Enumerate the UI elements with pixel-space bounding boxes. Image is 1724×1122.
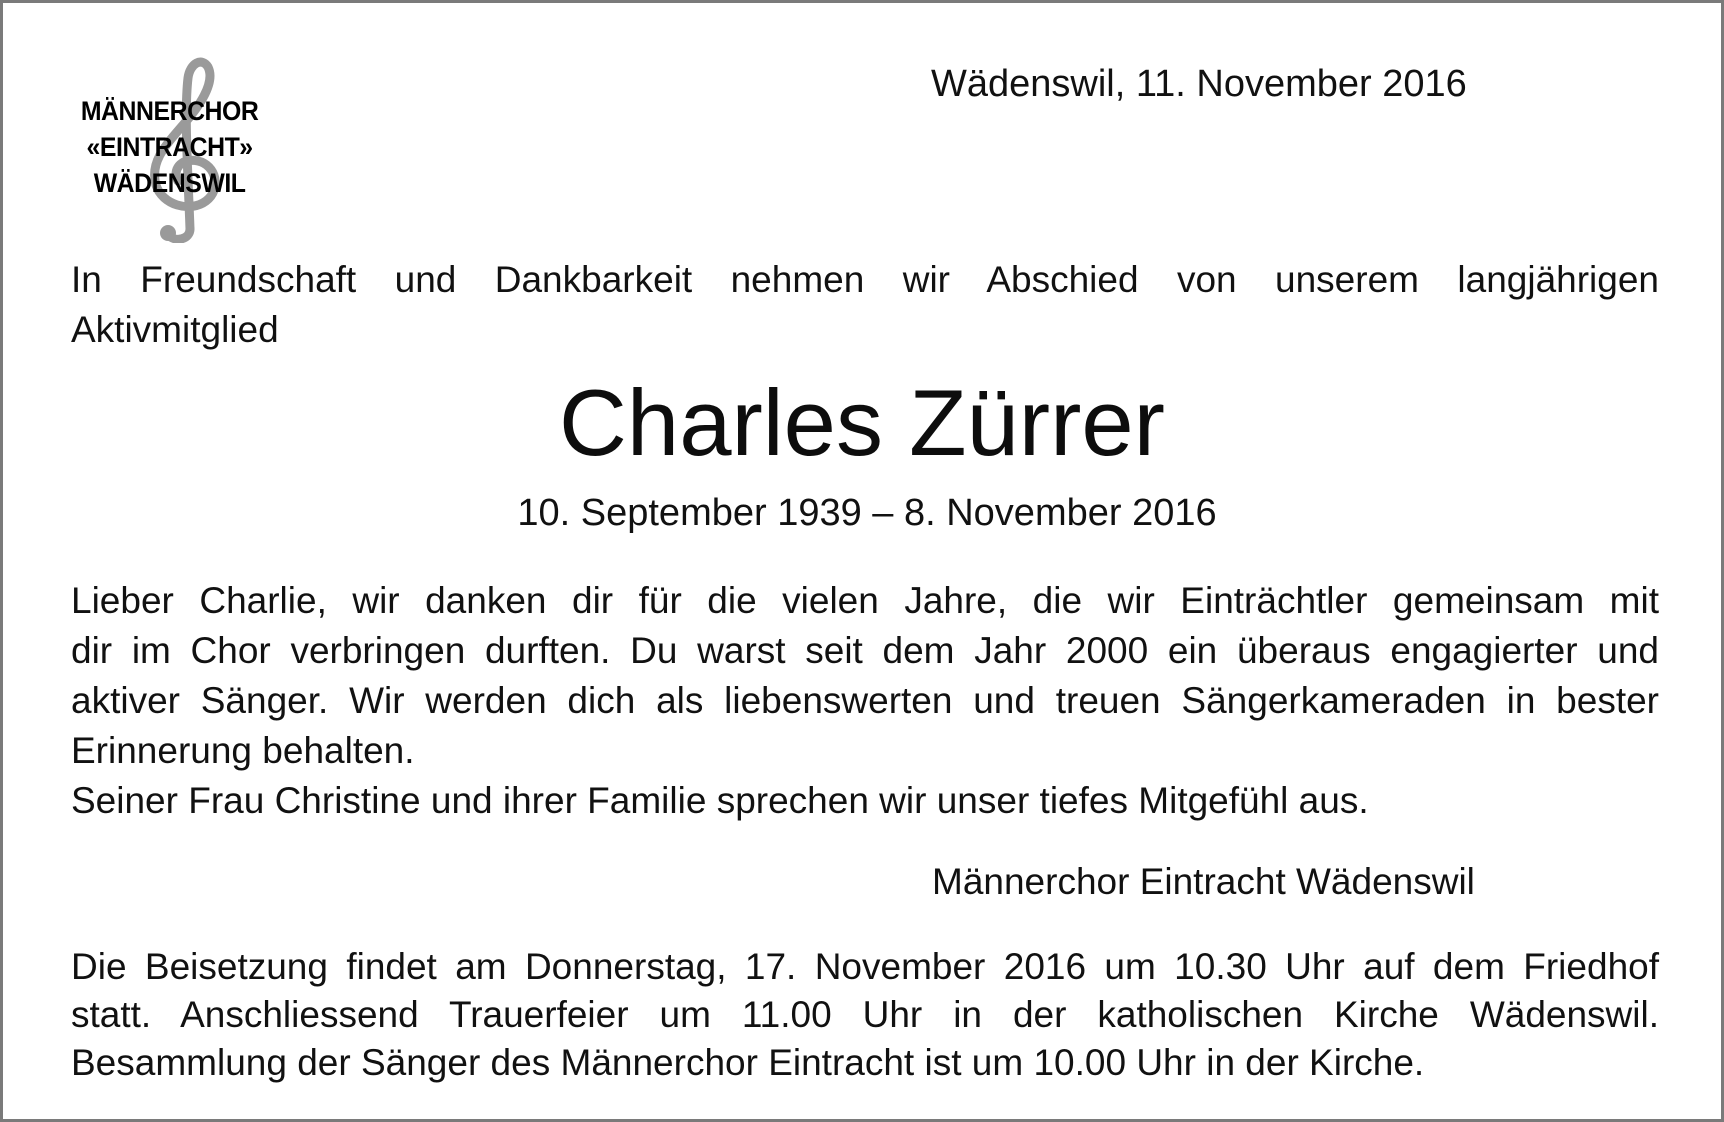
message-line: Seiner Frau Christine und ihrer Familie sprechen wir unser tiefes Mitgefühl aus.: [71, 780, 1369, 821]
funeral-line: statt. Anschliessend Trauerfeier um 11.00 Uhr in der katholischen Kirche Wädenswil.: [71, 994, 1659, 1035]
logo-line-2: «EINTRACHT»: [86, 132, 253, 162]
message-line: aktiver Sänger. Wir werden dich als liebenswerten und treuen Sängerkameraden in bester: [71, 680, 1659, 721]
logo-line-3: WÄDENSWIL: [93, 168, 246, 198]
intro-line-1: In Freundschaft und Dankbarkeit nehmen wir Abschied von unserem langjährigen: [71, 259, 1659, 300]
logo-line-1: MÄNNERCHOR: [80, 96, 259, 126]
funeral-details: [71, 943, 1659, 1087]
choir-logo-text: [73, 93, 266, 201]
message-line: Erinnerung behalten.: [71, 730, 415, 771]
funeral-line: Die Beisetzung findet am Donnerstag, 17. November 2016 um 10.30 Uhr auf dem Friedhof: [71, 946, 1659, 987]
place-date: Wädenswil, 11. November 2016: [931, 63, 1467, 105]
message-line: Lieber Charlie, wir danken dir für die vielen Jahre, die wir Einträchtler gemeinsam mit: [71, 580, 1659, 621]
signature: Männerchor Eintracht Wädenswil: [932, 861, 1475, 902]
life-dates: 10. September 1939 – 8. November 2016: [517, 492, 1217, 534]
condolence-message: [71, 576, 1659, 826]
message-line: dir im Chor verbringen durften. Du warst seit dem Jahr 2000 ein überaus engagierter und: [71, 630, 1659, 671]
funeral-line: Besammlung der Sänger des Männerchor Eintracht ist um 10.00 Uhr in der Kirche.: [71, 1042, 1425, 1083]
intro-text: [71, 255, 1659, 355]
deceased-name: Charles Zürrer: [559, 370, 1165, 475]
choir-logo: [73, 53, 293, 243]
intro-line-2: Aktivmitglied: [71, 309, 279, 350]
